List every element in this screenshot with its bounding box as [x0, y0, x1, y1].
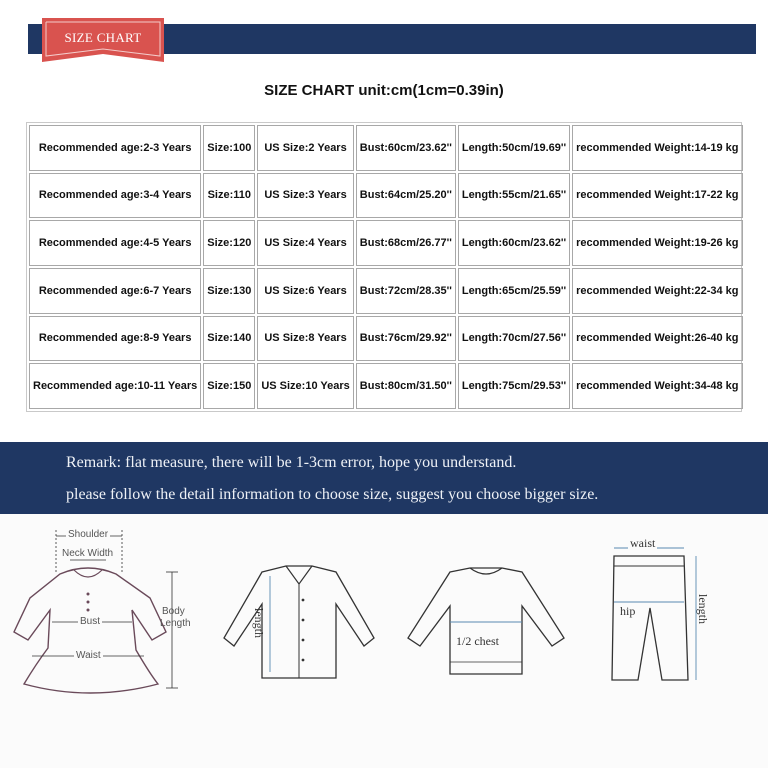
table-cell: Recommended age:3-4 Years: [29, 173, 201, 219]
table-cell: Size:140: [203, 316, 255, 362]
table-cell: recommended Weight:22-34 kg: [572, 268, 742, 314]
body-length-label-top: Body: [162, 606, 185, 617]
table-cell: Recommended age:4-5 Years: [29, 220, 201, 266]
table-cell: US Size:6 Years: [257, 268, 353, 314]
table-cell: US Size:4 Years: [257, 220, 353, 266]
page-title: SIZE CHART unit:cm(1cm=0.39in): [264, 82, 504, 99]
shirt-diagram: [214, 554, 384, 684]
waist-label: Waist: [76, 650, 101, 661]
table-cell: US Size:10 Years: [257, 363, 353, 409]
table-cell: recommended Weight:17-22 kg: [572, 173, 742, 219]
table-cell: Recommended age:2-3 Years: [29, 125, 201, 171]
dress-diagram: [0, 514, 200, 714]
table-cell: Bust:60cm/23.62'': [356, 125, 456, 171]
pants-diagram: [600, 538, 720, 694]
table-cell: US Size:2 Years: [257, 125, 353, 171]
pants-waist-label: waist: [630, 536, 656, 550]
table-cell: recommended Weight:14-19 kg: [572, 125, 742, 171]
table-cell: US Size:3 Years: [257, 173, 353, 219]
table-cell: Size:150: [203, 363, 255, 409]
size-chart-badge: [42, 18, 164, 62]
table-cell: Bust:76cm/29.92'': [356, 316, 456, 362]
pants-length-label: length: [696, 594, 710, 624]
table-cell: Recommended age:10-11 Years: [29, 363, 201, 409]
table-cell: recommended Weight:26-40 kg: [572, 316, 742, 362]
table-cell: recommended Weight:19-26 kg: [572, 220, 742, 266]
table-cell: Bust:80cm/31.50'': [356, 363, 456, 409]
remark-line-2: please follow the detail information to choose size, suggest you choose bigger size.: [66, 486, 599, 503]
table-cell: Size:130: [203, 268, 255, 314]
table-cell: Size:100: [203, 125, 255, 171]
table-row: [29, 268, 743, 314]
table-cell: Length:50cm/19.69'': [458, 125, 570, 171]
table-cell: US Size:8 Years: [257, 316, 353, 362]
table-cell: Length:60cm/23.62'': [458, 220, 570, 266]
table-row: [29, 173, 743, 219]
body-length-label-bottom: Length: [160, 618, 191, 629]
table-cell: Size:110: [203, 173, 255, 219]
table-cell: Recommended age:8-9 Years: [29, 316, 201, 362]
table-cell: Length:75cm/29.53'': [458, 363, 570, 409]
badge-label: SIZE CHART: [64, 30, 142, 45]
measurement-diagrams: [0, 514, 768, 768]
table-row: [29, 316, 743, 362]
table-row: [29, 125, 743, 171]
table-cell: recommended Weight:34-48 kg: [572, 363, 742, 409]
half-chest-label: 1/2 chest: [456, 634, 499, 648]
table-cell: Bust:72cm/28.35'': [356, 268, 456, 314]
table-cell: Length:55cm/21.65'': [458, 173, 570, 219]
table-cell: Recommended age:6-7 Years: [29, 268, 201, 314]
table-cell: Length:70cm/27.56'': [458, 316, 570, 362]
size-table: [26, 122, 742, 412]
shirt-length-label: length: [252, 608, 266, 638]
table-cell: Size:120: [203, 220, 255, 266]
pants-hip-label: hip: [620, 604, 636, 618]
shoulder-label: Shoulder: [68, 529, 109, 540]
table-row: [29, 220, 743, 266]
table-cell: Length:65cm/25.59'': [458, 268, 570, 314]
table-cell: Bust:68cm/26.77'': [356, 220, 456, 266]
table-cell: Bust:64cm/25.20'': [356, 173, 456, 219]
sweater-diagram: [400, 562, 572, 682]
table-row: [29, 363, 743, 409]
remark-line-1: Remark: flat measure, there will be 1-3cm error, hope you understand.: [66, 454, 517, 471]
neck-width-label: Neck Width: [62, 548, 114, 559]
bust-label: Bust: [80, 616, 101, 627]
